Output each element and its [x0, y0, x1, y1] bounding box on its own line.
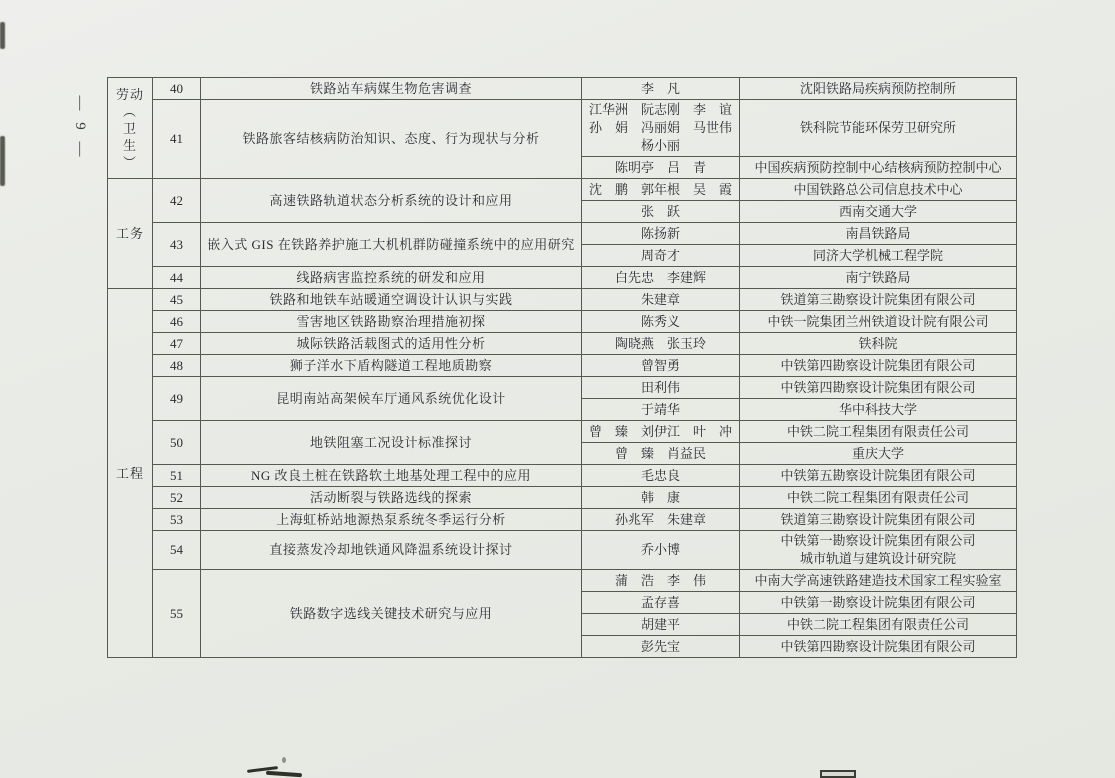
institution-text: 同济大学机械工程学院	[812, 247, 943, 263]
title-cell	[201, 289, 582, 311]
category-cell	[108, 289, 153, 658]
authors-text: 胡建平	[640, 616, 680, 632]
authors-text: 曾 臻 肖益民	[614, 445, 706, 461]
institution-text: 中铁第一勘察设计院集团有限公司	[780, 533, 976, 548]
authors-text: 曾智勇	[640, 357, 680, 373]
number-text: 43	[170, 236, 183, 252]
number-text: 52	[170, 489, 183, 505]
title-cell	[201, 531, 582, 570]
authors-cell	[582, 487, 740, 509]
number-cell	[153, 355, 201, 377]
number-cell	[153, 570, 201, 658]
institution-text: 西南交通大学	[838, 203, 917, 219]
authors-text: 孟存喜	[640, 594, 680, 610]
institution-text: 华中科技大学	[838, 401, 917, 417]
institution-text: 中铁第四勘察设计院集团有限公司	[780, 379, 976, 395]
title-text: 铁路和地铁车站暖通空调设计认识与实践	[269, 291, 513, 307]
authors-cell	[582, 570, 740, 592]
institution-cell	[740, 157, 1017, 179]
institution-text: 中铁二院工程集团有限责任公司	[786, 616, 969, 632]
title-cell	[201, 421, 582, 465]
number-text: 55	[170, 605, 183, 621]
document-table	[107, 77, 1017, 658]
authors-text: 陶晓燕 张玉玲	[614, 335, 706, 351]
authors-text: 蒲 浩 李 伟	[614, 572, 706, 588]
authors-text: 杨小丽	[640, 138, 680, 153]
page-number: — 9 —	[72, 95, 88, 161]
category-text: 生	[122, 137, 137, 153]
institution-cell	[740, 311, 1017, 333]
table-row	[108, 355, 1017, 377]
scan-edge-mark	[0, 22, 5, 49]
institution-text: 中南大学高速铁路建造技术国家工程实验室	[754, 572, 1002, 588]
table-row	[108, 78, 1017, 100]
table-row	[108, 487, 1017, 509]
institution-cell	[740, 614, 1017, 636]
institution-cell	[740, 636, 1017, 658]
institution-cell	[740, 399, 1017, 421]
authors-cell	[582, 531, 740, 570]
institution-text: 中铁第四勘察设计院集团有限公司	[780, 357, 976, 373]
authors-text: 孙兆军 朱建章	[614, 511, 706, 527]
scan-smudge	[820, 770, 856, 778]
number-cell	[153, 333, 201, 355]
institution-cell	[740, 421, 1017, 443]
number-cell	[153, 267, 201, 289]
title-text: 铁路旅客结核病防治知识、态度、行为现状与分析	[242, 131, 540, 146]
number-text: 44	[170, 269, 183, 285]
authors-cell	[582, 465, 740, 487]
number-text: 50	[170, 434, 183, 450]
title-text: 直接蒸发冷却地铁通风降温系统设计探讨	[269, 542, 513, 557]
institution-cell	[740, 443, 1017, 465]
title-cell	[201, 333, 582, 355]
title-cell	[201, 223, 582, 267]
institution-text: 中铁二院工程集团有限责任公司	[786, 489, 969, 505]
scan-smudge	[282, 757, 286, 763]
authors-cell	[582, 333, 740, 355]
table-row	[108, 509, 1017, 531]
number-text: 48	[170, 357, 183, 373]
category-text: 工务	[115, 226, 144, 241]
institution-cell	[740, 509, 1017, 531]
institution-cell	[740, 78, 1017, 100]
institution-text: 南昌铁路局	[845, 225, 911, 241]
authors-cell	[582, 201, 740, 223]
institution-cell	[740, 487, 1017, 509]
authors-cell	[582, 509, 740, 531]
title-cell	[201, 509, 582, 531]
number-cell	[153, 289, 201, 311]
institution-text: 中铁第五勘察设计院集团有限公司	[780, 467, 976, 483]
number-cell	[153, 179, 201, 223]
authors-cell	[582, 355, 740, 377]
title-cell	[201, 78, 582, 100]
institution-text: 中铁一院集团兰州铁道设计院有限公司	[767, 313, 989, 329]
title-text: 高速铁路轨道状态分析系统的设计和应用	[269, 192, 513, 208]
table-row	[108, 377, 1017, 399]
title-text: 昆明南站高架候车厅通风系统优化设计	[276, 390, 506, 406]
title-cell	[201, 100, 582, 179]
authors-text: 田利伟	[640, 379, 680, 395]
authors-cell	[582, 443, 740, 465]
title-text: 雪害地区铁路勘察治理措施初探	[296, 313, 486, 329]
authors-text: 白先忠 李建辉	[614, 269, 706, 285]
institution-cell	[740, 355, 1017, 377]
scan-smudge	[266, 771, 302, 778]
institution-cell	[740, 570, 1017, 592]
authors-cell	[582, 100, 740, 157]
number-cell	[153, 311, 201, 333]
number-cell	[153, 421, 201, 465]
title-text: 铁路站车病媒生物危害调查	[309, 80, 472, 96]
institution-text: 铁科院节能环保劳卫研究所	[799, 120, 956, 135]
authors-text: 周奇才	[640, 247, 680, 263]
title-text: 狮子洋水下盾构隧道工程地质勘察	[289, 357, 493, 373]
category-text: 工程	[115, 465, 144, 481]
table-row	[108, 333, 1017, 355]
authors-text: 陈扬新	[640, 225, 680, 241]
table-row	[108, 289, 1017, 311]
authors-cell	[582, 267, 740, 289]
number-text: 45	[170, 291, 183, 307]
category-text: ︶	[122, 154, 137, 170]
title-text: 线路病害监控系统的研发和应用	[296, 269, 486, 285]
table-row	[108, 179, 1017, 201]
number-text: 53	[170, 511, 183, 527]
institution-cell	[740, 377, 1017, 399]
number-cell	[153, 465, 201, 487]
authors-text: 陈明亭 吕 青	[614, 159, 706, 175]
authors-text: 陈秀义	[640, 313, 680, 329]
number-text: 51	[170, 467, 183, 483]
authors-cell	[582, 157, 740, 179]
title-cell	[201, 377, 582, 421]
authors-cell	[582, 245, 740, 267]
number-text: 40	[170, 80, 183, 96]
authors-text: 孙 娟 冯丽娟 马世伟	[588, 120, 732, 135]
table-row	[108, 570, 1017, 592]
title-cell	[201, 355, 582, 377]
institution-cell	[740, 289, 1017, 311]
authors-text: 韩 康	[640, 489, 680, 505]
table-row	[108, 531, 1017, 570]
authors-cell	[582, 78, 740, 100]
institution-text: 中铁第四勘察设计院集团有限公司	[780, 638, 976, 654]
number-text: 47	[170, 335, 183, 351]
number-cell	[153, 509, 201, 531]
table-row	[108, 311, 1017, 333]
institution-text: 重庆大学	[851, 445, 904, 461]
institution-text: 铁道第三勘察设计院集团有限公司	[780, 291, 976, 307]
institution-text: 铁道第三勘察设计院集团有限公司	[780, 511, 976, 527]
authors-cell	[582, 592, 740, 614]
number-cell	[153, 487, 201, 509]
title-cell	[201, 267, 582, 289]
number-cell	[153, 223, 201, 267]
institution-text: 城市轨道与建筑设计研究院	[799, 551, 956, 566]
institution-cell	[740, 201, 1017, 223]
authors-cell	[582, 289, 740, 311]
title-text: 铁路数字选线关键技术研究与应用	[289, 605, 493, 621]
category-text: 卫	[122, 120, 137, 136]
authors-cell	[582, 179, 740, 201]
authors-cell	[582, 311, 740, 333]
number-cell	[153, 100, 201, 179]
institution-text: 铁科院	[858, 335, 898, 351]
authors-text: 江华洲 阮志刚 李 谊	[588, 102, 732, 117]
category-cell	[108, 78, 153, 179]
institution-text: 中国铁路总公司信息技术中心	[793, 181, 963, 197]
authors-text: 朱建章	[640, 291, 680, 307]
category-text: 劳动	[115, 86, 144, 102]
institution-text: 中国疾病预防控制中心结核病预防控制中心	[754, 159, 1002, 175]
table-row	[108, 223, 1017, 245]
category-text: ︵	[122, 103, 137, 119]
institution-cell	[740, 333, 1017, 355]
number-cell	[153, 377, 201, 421]
table-row	[108, 100, 1017, 157]
title-cell	[201, 465, 582, 487]
number-text: 41	[170, 131, 183, 146]
institution-cell	[740, 179, 1017, 201]
institution-cell	[740, 465, 1017, 487]
authors-cell	[582, 223, 740, 245]
number-text: 46	[170, 313, 183, 329]
authors-text: 彭先宝	[640, 638, 680, 654]
table-row	[108, 421, 1017, 443]
number-text: 49	[170, 390, 183, 406]
authors-cell	[582, 377, 740, 399]
title-text: 地铁阻塞工况设计标准探讨	[309, 434, 472, 450]
category-cell	[108, 179, 153, 289]
title-cell	[201, 179, 582, 223]
institution-cell	[740, 531, 1017, 570]
number-text: 42	[170, 192, 183, 208]
table-row	[108, 465, 1017, 487]
institution-cell	[740, 592, 1017, 614]
scan-edge-mark	[0, 136, 5, 186]
authors-cell	[582, 614, 740, 636]
authors-text: 毛忠良	[640, 467, 680, 483]
authors-cell	[582, 421, 740, 443]
title-text: 嵌入式 GIS 在铁路养护施工大机机群防碰撞系统中的应用研究	[207, 236, 575, 252]
authors-cell	[582, 636, 740, 658]
institution-cell	[740, 267, 1017, 289]
number-cell	[153, 78, 201, 100]
institution-text: 沈阳铁路局疾病预防控制所	[799, 80, 956, 96]
title-cell	[201, 570, 582, 658]
institution-cell	[740, 245, 1017, 267]
institution-cell	[740, 223, 1017, 245]
title-text: 活动断裂与铁路选线的探索	[309, 489, 472, 505]
authors-text: 沈 鹏 郭年根 吴 霞	[588, 181, 732, 197]
number-text: 54	[170, 542, 183, 557]
title-cell	[201, 487, 582, 509]
authors-text: 张 跃	[640, 203, 680, 219]
table-row	[108, 267, 1017, 289]
authors-text: 于靖华	[640, 401, 680, 417]
title-text: 上海虹桥站地源热泵系统冬季运行分析	[276, 511, 506, 527]
institution-cell	[740, 100, 1017, 157]
number-cell	[153, 531, 201, 570]
authors-text: 乔小博	[640, 542, 680, 557]
institution-text: 南宁铁路局	[845, 269, 911, 285]
table-body	[108, 78, 1017, 658]
authors-text: 曾 臻 刘伊江 叶 冲	[588, 423, 732, 439]
title-cell	[201, 311, 582, 333]
title-text: 城际铁路活载图式的适用性分析	[296, 335, 486, 351]
institution-text: 中铁二院工程集团有限责任公司	[786, 423, 969, 439]
authors-text: 李 凡	[640, 80, 680, 96]
authors-cell	[582, 399, 740, 421]
institution-text: 中铁第一勘察设计院集团有限公司	[780, 594, 976, 610]
title-text: NG 改良土桩在铁路软土地基处理工程中的应用	[250, 467, 532, 483]
